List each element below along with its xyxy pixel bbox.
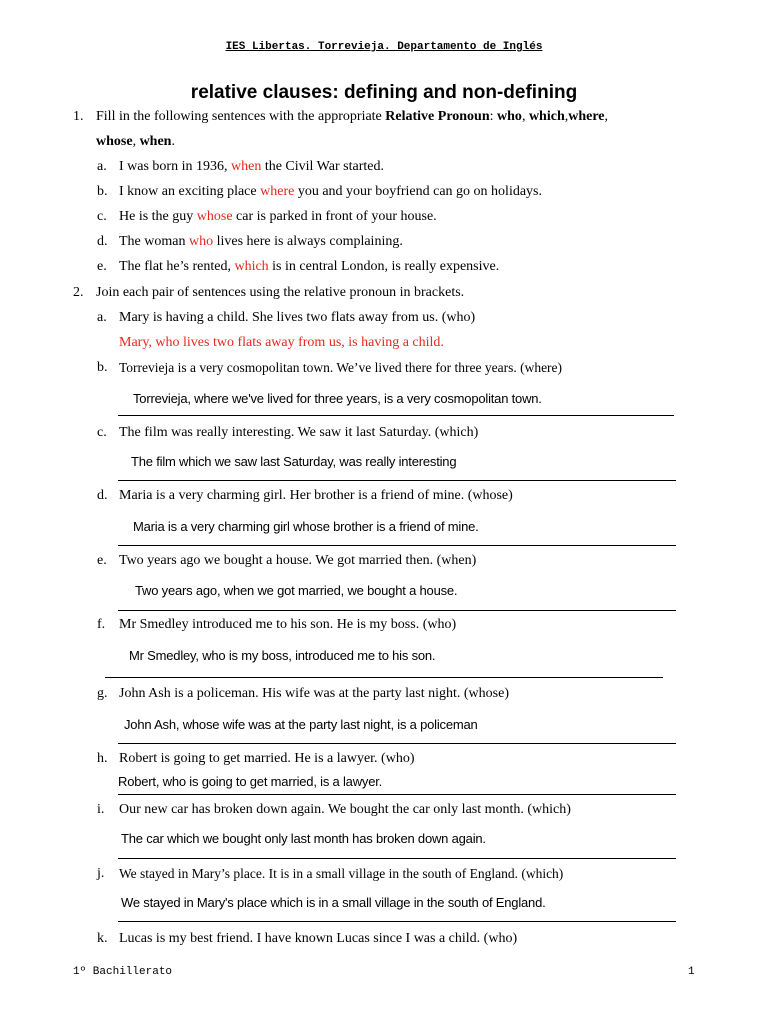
exercise-1-instruction: Fill in the following sentences with the appropriate Relative Pronoun: who, which,where, — [96, 109, 609, 124]
ex2-question: John Ash is a policeman. His wife was at the party last night. (whose) — [119, 686, 509, 701]
ex2-letter: f. — [97, 617, 106, 632]
ex2-answer: Two years ago, when we got married, we bought a house. — [135, 583, 458, 598]
ex2-letter: b. — [97, 360, 108, 375]
ex2-letter: a. — [97, 310, 107, 325]
ex2-question: Maria is a very charming girl. Her brother is a friend of mine. (whose) — [119, 488, 513, 503]
school-header: IES Libertas. Torrevieja. Departamento de Inglés — [225, 41, 543, 53]
ex1-sentence: The woman who lives here is always complaining. — [119, 234, 403, 249]
answer-fill: where — [260, 184, 295, 199]
footer-course: 1º Bachillerato — [73, 966, 173, 978]
ex2-answer: The film which we saw last Saturday, was really interesting — [131, 454, 457, 469]
ex2-question: We stayed in Mary’s place. It is in a small village in the south of England. (which) — [119, 866, 564, 881]
ex1-letter: e. — [97, 259, 107, 274]
ex2-answer: John Ash, whose wife was at the party last night, is a policeman — [124, 717, 478, 732]
answer-line — [118, 794, 676, 795]
ex1-letter: d. — [97, 234, 108, 249]
answer-fill: which — [234, 259, 269, 274]
exercise-1-instruction-cont: whose, when. — [96, 134, 175, 149]
ex1-letter: a. — [97, 159, 107, 174]
ex2-question: Mary is having a child. She lives two flats away from us. (who) — [119, 310, 476, 325]
answer-line — [105, 677, 663, 678]
ex1-letter: c. — [97, 209, 107, 224]
answer-line — [118, 743, 676, 744]
page-number: 1 — [688, 966, 695, 978]
ex1-sentence: He is the guy whose car is parked in front of your house. — [119, 209, 437, 224]
ex2-letter: k. — [97, 931, 108, 946]
ex1-letter: b. — [97, 184, 108, 199]
answer-fill: who — [188, 234, 214, 249]
ex2-letter: i. — [97, 802, 105, 817]
ex2-letter: c. — [97, 425, 107, 440]
ex2-answer: Maria is a very charming girl whose brother is a friend of mine. — [133, 519, 479, 534]
answer-line — [118, 858, 676, 859]
ex2-question: Torrevieja is a very cosmopolitan town. We’ve lived there for three years. (where) — [119, 360, 563, 375]
ex2-letter: g. — [97, 686, 108, 701]
answer-fill: when — [231, 159, 262, 174]
worksheet-title: relative clauses: defining and non-defining — [190, 82, 578, 103]
ex1-sentence: I know an exciting place where you and your boyfriend can go on holidays. — [119, 184, 543, 199]
ex2-letter: h. — [97, 751, 108, 766]
ex2-answer: Torrevieja, where we've lived for three years, is a very cosmopolitan town. — [133, 391, 542, 406]
exercise-1-number: 1. — [73, 109, 84, 124]
ex2-answer: Mr Smedley, who is my boss, introduced me to his son. — [129, 648, 436, 663]
ex1-sentence: The flat he’s rented, which is in central London, is really expensive. — [119, 259, 500, 274]
ex2-question: The film was really interesting. We saw it last Saturday. (which) — [119, 425, 479, 440]
ex2-answer: The car which we bought only last month has broken down again. — [121, 831, 486, 846]
ex2-question: Mr Smedley introduced me to his son. He is my boss. (who) — [119, 617, 457, 632]
answer-line — [118, 545, 676, 546]
answer-line — [118, 415, 674, 416]
ex2-question: Lucas is my best friend. I have known Lucas since I was a child. (who) — [119, 931, 518, 946]
answer-line — [118, 921, 676, 922]
ex2-question: Robert is going to get married. He is a lawyer. (who) — [119, 751, 415, 766]
ex2-answer: Robert, who is going to get married, is a lawyer. — [118, 774, 383, 789]
ex2-answer: Mary, who lives two flats away from us, is having a child. — [119, 335, 444, 350]
exercise-2-number: 2. — [73, 285, 84, 300]
exercise-2-instruction: Join each pair of sentences using the relative pronoun in brackets. — [96, 285, 465, 300]
ex2-letter: j. — [97, 866, 105, 881]
ex2-letter: d. — [97, 488, 108, 503]
answer-line — [118, 610, 676, 611]
ex2-question: Two years ago we bought a house. We got married then. (when) — [119, 553, 477, 568]
ex2-question: Our new car has broken down again. We bought the car only last month. (which) — [119, 802, 571, 817]
answer-line — [118, 480, 676, 481]
ex2-answer: We stayed in Mary's place which is in a small village in the south of England. — [121, 895, 546, 910]
ex1-sentence: I was born in 1936, when the Civil War started. — [119, 159, 384, 174]
answer-fill: whose — [196, 209, 233, 224]
ex2-letter: e. — [97, 553, 107, 568]
